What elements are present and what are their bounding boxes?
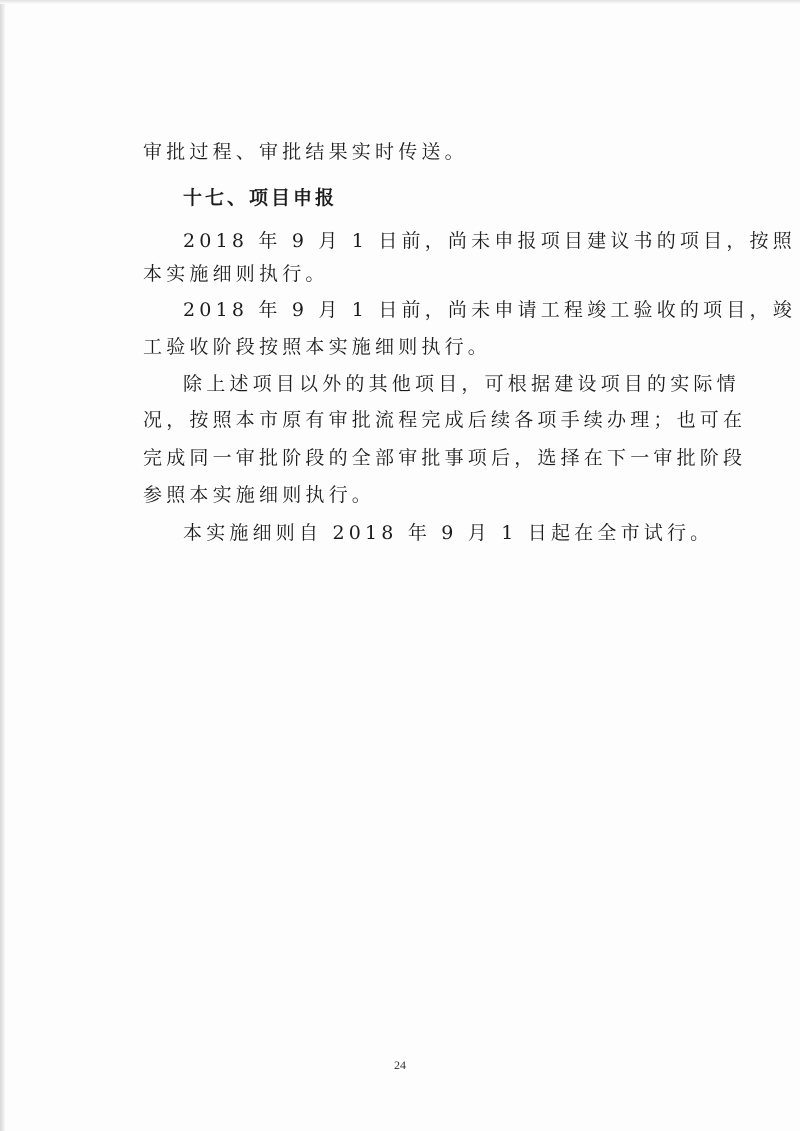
scan-top-shadow [0,0,800,4]
paragraph-3-line-4: 参照本实施细则执行。 [143,484,376,506]
scan-edge-shadow [0,0,5,1131]
page-number: 24 [394,1058,406,1072]
paragraph-1-line-2: 本实施细则执行。 [143,263,329,285]
paragraph-4-line-1: 本实施细则自 2018 年 9 月 1 日起在全市试行。 [183,522,714,544]
paragraph-3-line-3: 完成同一审批阶段的全部审批事项后，选择在下一审批阶段 [143,447,747,469]
paragraph-3-line-1: 除上述项目以外的其他项目，可根据建设项目的实际情 [183,373,740,395]
body-line-continuation: 审批过程、审批结果实时传送。 [143,141,468,163]
section-heading: 十七、项目申报 [183,187,338,209]
paragraph-2-line-2: 工验收阶段按照本实施细则执行。 [143,336,492,358]
paragraph-2-line-1: 2018 年 9 月 1 日前，尚未申请工程竣工验收的项目，竣 [183,299,796,321]
paragraph-1-line-1: 2018 年 9 月 1 日前，尚未申报项目建议书的项目，按照 [183,230,796,252]
paragraph-3-line-2: 况，按照本市原有审批流程完成后续各项手续办理；也可在 [143,409,747,431]
